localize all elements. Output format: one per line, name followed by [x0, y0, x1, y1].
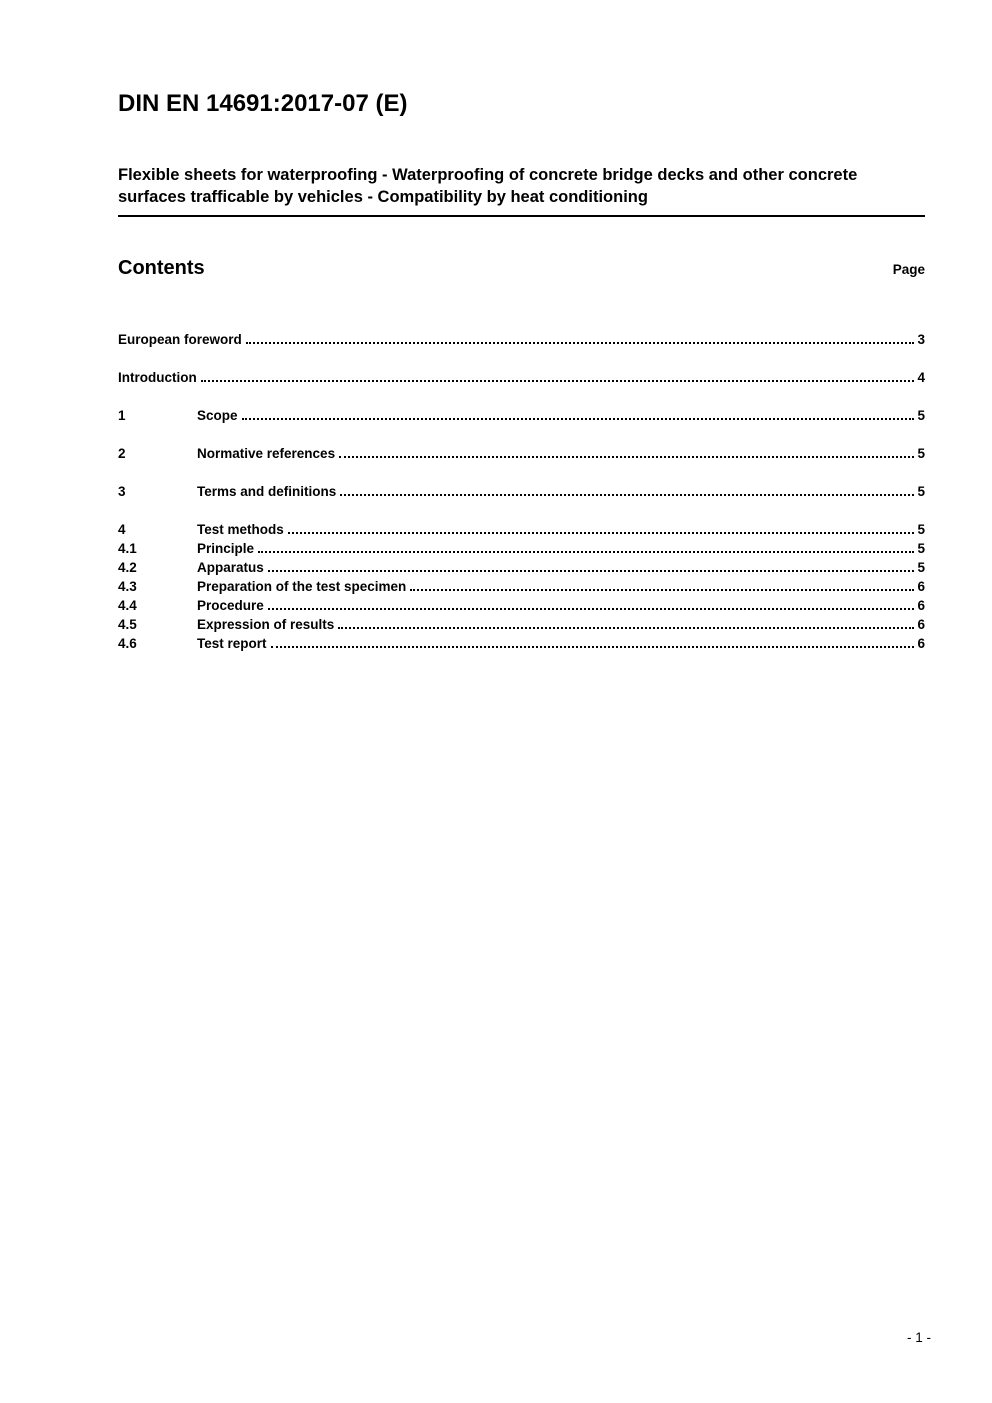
toc-entry: [118, 634, 925, 653]
toc-entry-page: 5: [917, 446, 925, 461]
leader-dots: [268, 569, 915, 572]
toc-entry-page: 5: [917, 408, 925, 423]
toc-entry-page: 5: [917, 541, 925, 556]
table-of-contents: [118, 330, 925, 653]
toc-entry-page: 6: [917, 617, 925, 632]
toc-entry-number: 4.2: [118, 560, 137, 575]
toc-entry-label: Apparatus: [197, 560, 264, 575]
toc-entry: [118, 330, 925, 349]
toc-entry: [118, 539, 925, 558]
toc-entry-label: Procedure: [197, 598, 264, 613]
toc-entry: [118, 482, 925, 501]
leader-dots: [339, 455, 914, 458]
toc-entry: [118, 444, 925, 463]
toc-entry: [118, 368, 925, 387]
leader-dots: [410, 588, 914, 591]
page-column-label: Page: [892, 262, 925, 277]
toc-entry-page: 5: [917, 522, 925, 537]
leader-dots: [288, 531, 915, 534]
toc-entry-label: Principle: [197, 541, 255, 556]
leader-dots: [242, 417, 915, 420]
toc-entry-label: Test report: [197, 636, 267, 651]
toc-entry-label: Preparation of the test specimen: [197, 579, 407, 594]
contents-heading: Contents: [118, 257, 205, 279]
leader-dots: [340, 493, 914, 496]
toc-entry-page: 4: [917, 370, 925, 385]
doc-title: Flexible sheets for waterproofing - Waterproofing of concrete bridge decks and other concrete surfaces trafficable by vehicles - Compatibility by heat conditioning: [118, 164, 925, 217]
toc-entry-page: 6: [917, 636, 925, 651]
footer-page-number: - 1 -: [906, 1330, 931, 1345]
toc-entry: [118, 520, 925, 539]
toc-entry-label: Scope: [197, 408, 238, 423]
toc-entry-number: 3: [118, 484, 126, 499]
leader-dots: [268, 607, 915, 610]
doc-number: DIN EN 14691:2017-07 (E): [118, 90, 408, 117]
leader-dots: [201, 379, 915, 382]
toc-entry-label: European foreword: [118, 332, 242, 347]
toc-entry-label: Introduction: [118, 370, 197, 385]
toc-entry-page: 6: [917, 579, 925, 594]
toc-entry-label: Terms and definitions: [197, 484, 337, 499]
leader-dots: [271, 645, 915, 648]
toc-entry-label: Normative references: [197, 446, 336, 461]
toc-entry-number: 4.5: [118, 617, 137, 632]
document-page: [0, 0, 992, 653]
toc-entry-number: 4: [118, 522, 126, 537]
leader-dots: [246, 341, 915, 344]
toc-entry-number: 4.3: [118, 579, 137, 594]
toc-entry: [118, 577, 925, 596]
toc-entry: [118, 596, 925, 615]
toc-entry-page: 5: [917, 560, 925, 575]
toc-entry-number: 4.4: [118, 598, 137, 613]
toc-entry-number: 4.1: [118, 541, 137, 556]
toc-entry: [118, 406, 925, 425]
toc-entry-number: 1: [118, 408, 126, 423]
toc-entry-page: 3: [917, 332, 925, 347]
toc-entry-page: 5: [917, 484, 925, 499]
toc-entry-label: Expression of results: [197, 617, 335, 632]
contents-header-row: [118, 257, 925, 280]
leader-dots: [258, 550, 914, 553]
toc-entry-number: 2: [118, 446, 126, 461]
toc-entry-page: 6: [917, 598, 925, 613]
toc-entry: [118, 558, 925, 577]
toc-entry-number: 4.6: [118, 636, 137, 651]
leader-dots: [338, 626, 914, 629]
toc-entry-label: Test methods: [197, 522, 284, 537]
toc-entry: [118, 615, 925, 634]
